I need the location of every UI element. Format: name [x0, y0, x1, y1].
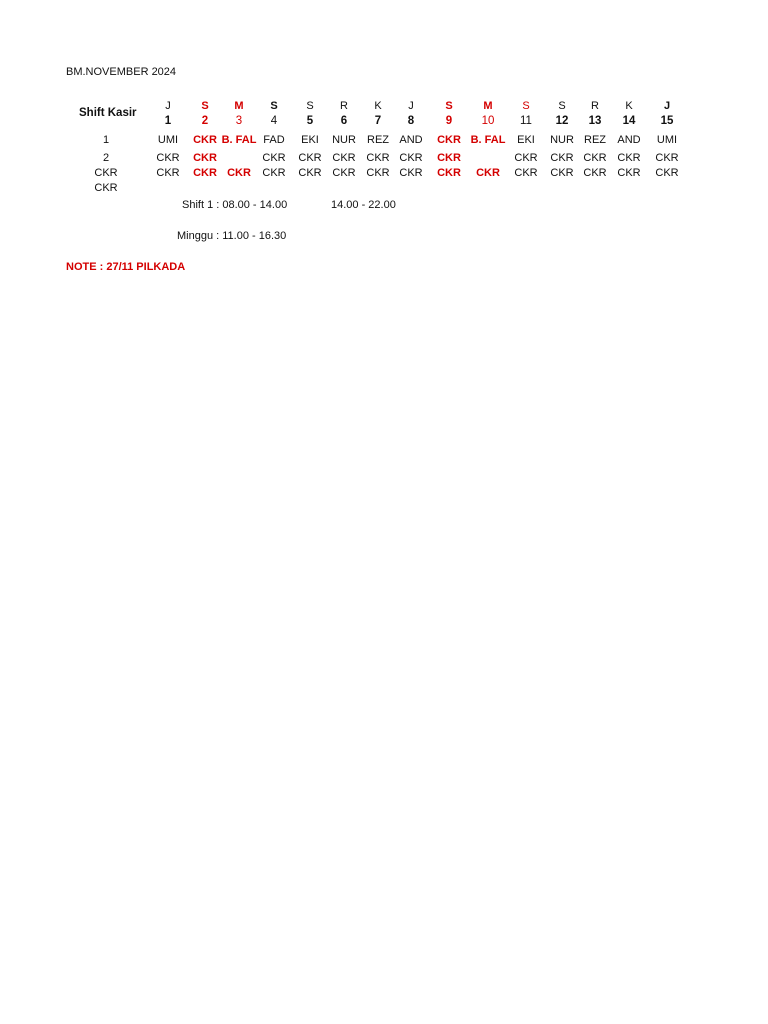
sunday-hours: Minggu : 11.00 - 16.30 [177, 230, 287, 242]
shift-cell: CKR [366, 167, 390, 179]
day-letter: S [558, 100, 566, 112]
date-number: 9 [445, 115, 453, 127]
day-letter: R [340, 100, 348, 112]
day-letter: S [445, 100, 453, 112]
page-title: BM.NOVEMBER 2024 [66, 66, 177, 78]
shift-2-hours: 14.00 - 22.00 [331, 199, 396, 211]
date-number: 13 [588, 115, 602, 127]
shift-cell: AND [617, 134, 641, 146]
shift-cell: CKR [617, 152, 641, 164]
row-label: CKR [94, 182, 118, 194]
shift-cell: EKI [301, 134, 319, 146]
day-letter: S [306, 100, 314, 112]
date-number: 15 [660, 115, 674, 127]
shift-cell: CKR [655, 167, 679, 179]
shift-cell: CKR [193, 167, 217, 179]
date-number: 4 [270, 115, 278, 127]
date-number: 10 [481, 115, 495, 127]
shift-cell: NUR [332, 134, 356, 146]
day-letter: R [591, 100, 599, 112]
day-letter: J [663, 100, 671, 112]
shift-cell: CKR [437, 134, 461, 146]
row-label: CKR [94, 167, 118, 179]
row-label: 1 [102, 134, 110, 146]
shift-cell: CKR [514, 167, 538, 179]
date-number: 14 [622, 115, 636, 127]
shift-cell: CKR [262, 167, 286, 179]
shift-cell: CKR [298, 152, 322, 164]
shift-cell: CKR [437, 167, 461, 179]
shift-cell: UMI [157, 134, 179, 146]
shift-cell: CKR [399, 152, 423, 164]
shift-cell: CKR [366, 152, 390, 164]
day-letter: J [408, 100, 414, 112]
shift-cell: REZ [367, 134, 389, 146]
date-number: 12 [555, 115, 569, 127]
date-number: 5 [306, 115, 314, 127]
date-number: 6 [340, 115, 348, 127]
day-letter: K [625, 100, 633, 112]
shift-cell: CKR [193, 134, 217, 146]
shift-cell: CKR [156, 152, 180, 164]
row-label: 2 [102, 152, 110, 164]
shift-cell: CKR [298, 167, 322, 179]
shift-cell: CKR [332, 167, 356, 179]
shift-cell: AND [399, 134, 423, 146]
day-letter: J [165, 100, 171, 112]
shift-cell: EKI [517, 134, 535, 146]
shift-cell: FAD [263, 134, 285, 146]
date-number: 1 [164, 115, 172, 127]
date-number: 3 [235, 115, 243, 127]
shift-cell: CKR [437, 152, 461, 164]
note-text: NOTE : 27/11 PILKADA [66, 261, 186, 273]
shift-kasir-label: Shift Kasir [79, 107, 137, 119]
shift-cell: CKR [550, 152, 574, 164]
day-letter: S [522, 100, 530, 112]
shift-cell: NUR [550, 134, 574, 146]
date-number: 2 [201, 115, 209, 127]
shift-cell: CKR [332, 152, 356, 164]
shift-cell: CKR [655, 152, 679, 164]
day-letter: K [374, 100, 382, 112]
shift-cell: CKR [617, 167, 641, 179]
shift-cell: CKR [193, 152, 217, 164]
shift-cell: CKR [583, 167, 607, 179]
date-number: 7 [374, 115, 382, 127]
shift-cell: CKR [476, 167, 500, 179]
shift-cell: B. FAL [221, 134, 257, 146]
shift-cell: UMI [656, 134, 678, 146]
shift-cell: B. FAL [470, 134, 506, 146]
shift-1-hours: Shift 1 : 08.00 - 14.00 [182, 199, 288, 211]
date-number: 8 [407, 115, 415, 127]
shift-cell: CKR [156, 167, 180, 179]
shift-cell: REZ [584, 134, 606, 146]
date-number: 11 [520, 115, 532, 127]
day-letter: M [483, 100, 493, 112]
day-letter: S [201, 100, 209, 112]
shift-cell: CKR [227, 167, 251, 179]
day-letter: S [270, 100, 278, 112]
shift-cell: CKR [550, 167, 574, 179]
shift-cell: CKR [399, 167, 423, 179]
shift-cell: CKR [262, 152, 286, 164]
shift-cell: CKR [583, 152, 607, 164]
shift-cell: CKR [514, 152, 538, 164]
day-letter: M [234, 100, 244, 112]
